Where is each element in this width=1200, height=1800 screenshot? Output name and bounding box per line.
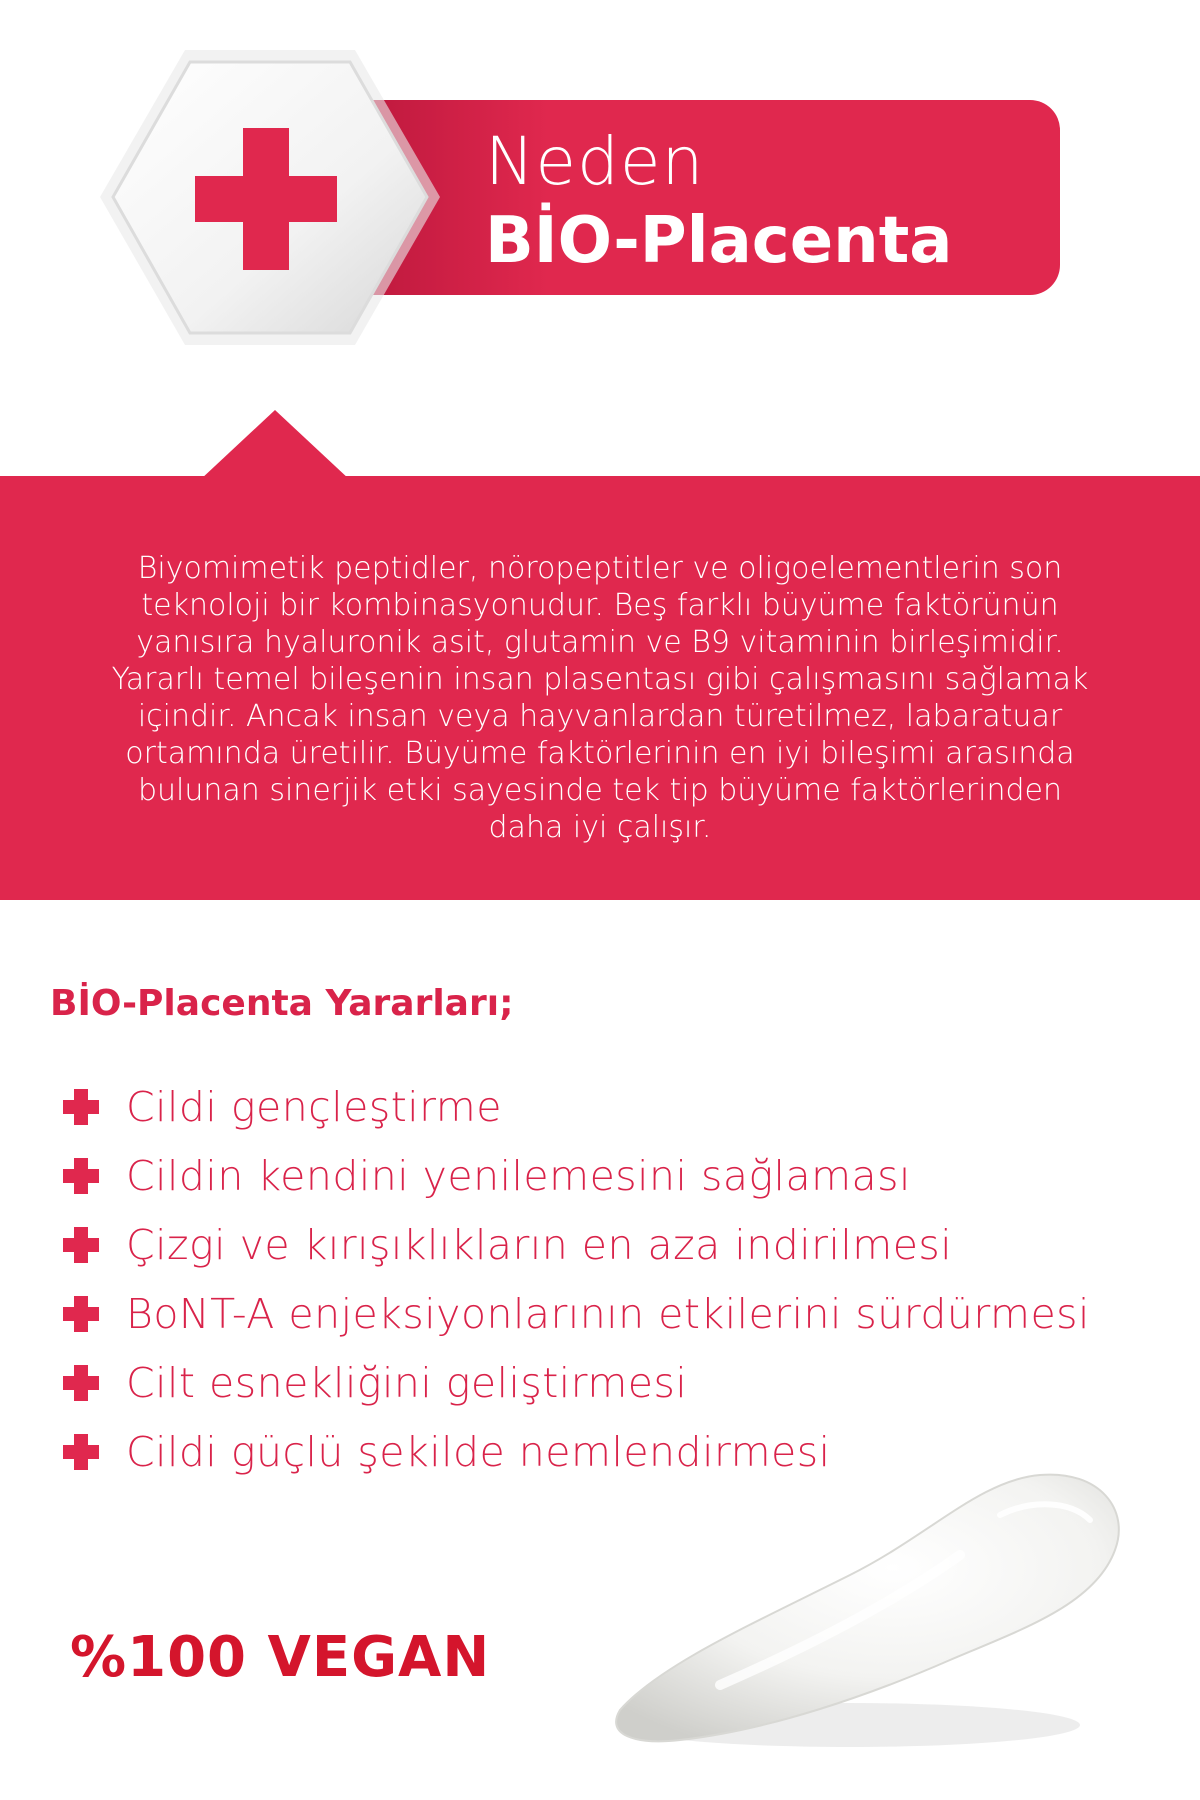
vegan-badge: %100 VEGAN [70,1625,491,1690]
benefit-item [60,1279,1090,1348]
header-title-line1: Neden [485,123,705,200]
plus-icon [60,1362,102,1404]
intro-text: Biyomimetik peptidler, nöropeptitler ve oligoelementlerin son teknoloji bir kombinasyonudur. Beş farklı büyüme faktörünün yanısıra hyaluronik asit, glutamin ve B9 vitaminin birleşimidir. Yararlı temel bileşenin insan plasentası gibi çalışmasını sağlamak içindir. Ancak insan veya hayvanlardan türetilmez, labaratuar ortamında üretilir. Büyüme faktörlerinin en iyi bileşimi arasında bulunan sinerjik etki sayesinde tek tip büyüme faktörlerinden daha iyi çalışır. [111,551,1089,845]
cream-swatch-image [600,1455,1140,1760]
benefit-item [60,1141,1090,1210]
benefit-label: Çizgi ve kırışıklıkların en aza indirilmesi [126,1220,953,1269]
plus-icon [60,1293,102,1335]
band-notch [200,410,350,480]
benefit-label: Cildi güçlü şekilde nemlendirmesi [126,1427,831,1476]
benefit-item [60,1210,1090,1279]
header-title-line2: BİO-Placenta [485,204,953,278]
plus-icon [60,1224,102,1266]
benefits-title: BİO-Placenta Yararları; [50,983,514,1024]
plus-icon [60,1086,102,1128]
benefit-item [60,1348,1090,1417]
plus-icon [60,1431,102,1473]
plus-icon [60,1155,102,1197]
benefit-list [60,1072,1090,1486]
medical-cross-hexagon-icon [95,40,445,355]
benefit-label: Cildin kendini yenilemesini sağlaması [126,1151,911,1200]
benefit-item [60,1072,1090,1141]
benefit-label: BoNT-A enjeksiyonlarının etkilerini sürdürmesi [126,1289,1090,1338]
header-title [485,122,952,280]
benefit-label: Cildi gençleştirme [126,1082,502,1131]
benefit-label: Cilt esnekliğini geliştirmesi [126,1358,688,1407]
